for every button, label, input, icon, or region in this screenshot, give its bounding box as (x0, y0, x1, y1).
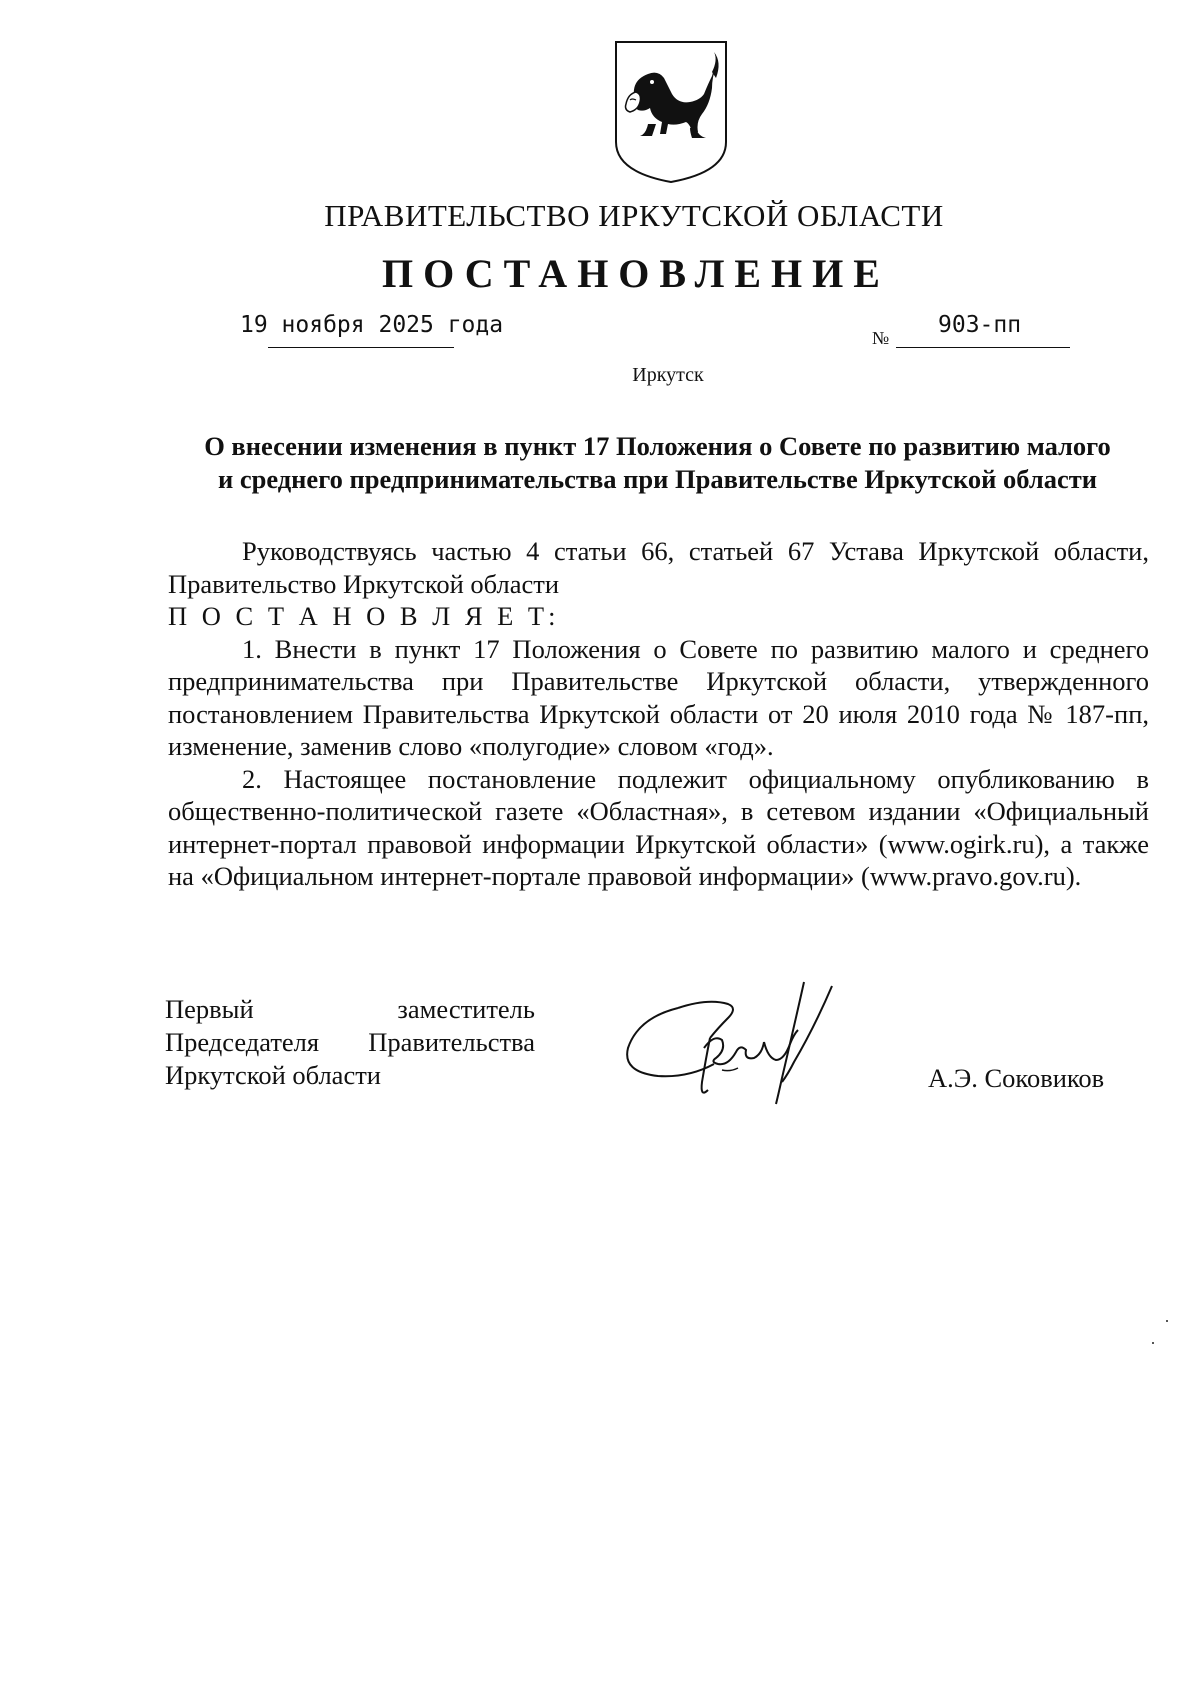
document-type-heading: ПОСТАНОВЛЕНИЕ (382, 251, 890, 296)
item-paragraph-2: 2. Настоящее постановление подлежит официальному опубликованию в общественно-политической газете «Областная», в сетевом издании «Официальный интернет-портал правовой информации Иркутской области» (www.ogirk.ru), а также на «Официальном интернет-портале правовой информации» (www.pravo.gov.ru). (168, 763, 1149, 891)
signer-name: А.Э. Соковиков (928, 1063, 1105, 1093)
document-subject (165, 430, 1150, 496)
preamble-paragraph: Руководствуясь частью 4 статьи 66, статьей 67 Устава Иркутской области, Правительство Иркутской области (168, 536, 1149, 599)
government-name: ПРАВИТЕЛЬСТВО ИРКУТСКОЙ ОБЛАСТИ (324, 198, 944, 233)
document-body (168, 535, 1149, 893)
number-underline (896, 347, 1070, 348)
scan-speck (1152, 1342, 1154, 1344)
document-number: 903-пп (938, 312, 1022, 338)
subject-line-1: О внесении изменения в пункт 17 Положения о Совете по развитию малого (204, 431, 1111, 461)
handwritten-signature (618, 978, 878, 1106)
signer-position (165, 993, 535, 1092)
number-sign: № (872, 328, 890, 348)
document-date: 19 ноября 2025 года (240, 312, 504, 338)
coat-of-arms-icon (612, 38, 730, 186)
subject-line-2: и среднего предпринимательства при Правительстве Иркутской области (217, 464, 1098, 494)
scan-speck (1166, 1320, 1168, 1322)
signer-position-line-3: Иркутской области (165, 1060, 381, 1090)
city-name: Иркутск (632, 364, 704, 386)
signer-position-line-2: Председателя Правительства (165, 1027, 535, 1057)
signer-position-line-1: Первый заместитель (165, 994, 535, 1024)
date-underline (268, 347, 454, 348)
resolves-heading: П О С Т А Н О В Л Я Е Т: (168, 601, 560, 631)
item-paragraph-1: 1. Внести в пункт 17 Положения о Совете по развитию малого и среднего предпринимательства при Правительстве Иркутской области, утвержденного постановлением Правительства Иркутской области от 20 июля 2010 года № 187-пп, изменение, заменив слово «полугодие» словом «год». (168, 633, 1149, 761)
